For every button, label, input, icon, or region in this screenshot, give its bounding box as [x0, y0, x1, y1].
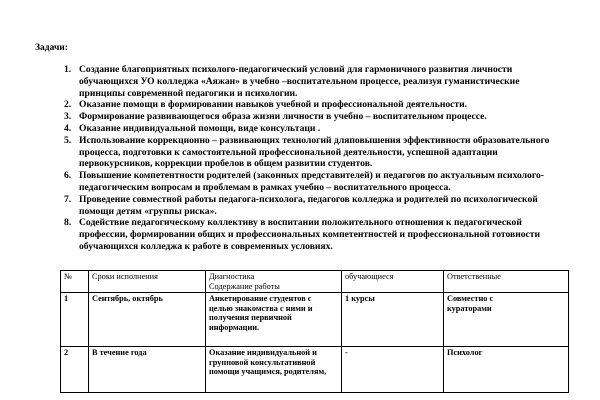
task-number: 8. [64, 217, 72, 229]
cell-text-line: 2 [64, 348, 69, 358]
task-text-line: процесса, подготовки к самостоятельной профессиональной деятельности, успешной адаптации [79, 146, 498, 158]
table-cell [89, 347, 206, 393]
task-text-line: обучающихся УО колледжа «Аяжан» в учебно –воспитательном процессе, реализуя гуманистические [79, 75, 520, 87]
header-diagnostics: Диагностика [209, 272, 255, 281]
table-cell [444, 293, 569, 347]
task-item [64, 194, 564, 218]
task-text-line: Формирование развивающегося образа жизни личности в учебно – воспитательном процессе. [79, 111, 487, 123]
task-text-line: Создание благоприятных психолого-педагогический условий для гармоничного развития личности [79, 64, 513, 75]
task-text-line: первокурсников, коррекции пробелов в общем развитии студентов. [79, 158, 373, 170]
task-text-line: педагогическим вопросам и проблемам в рамках учебно – воспитательного процесса. [79, 181, 451, 193]
task-item [64, 123, 564, 135]
task-number: 6. [64, 170, 72, 182]
table-cell [206, 293, 342, 347]
header-deadline: Сроки исполнения [92, 272, 158, 281]
task-text-line: профессии, формировании общих и профессиональных компетентностей и профессиональной готовности [79, 229, 541, 241]
task-number: 4. [64, 122, 72, 134]
cell-text-line: В течение года [92, 348, 147, 358]
table-cell [61, 347, 89, 393]
task-text-line: Содействие педагогическому коллективу в воспитании положительного отношения к педагогической [79, 217, 522, 229]
task-item [64, 111, 564, 123]
table-header-row [61, 271, 569, 293]
table-header-cell [342, 271, 444, 293]
task-item [64, 99, 564, 111]
header-responsible: Ответственные [447, 272, 501, 281]
work-plan-table [60, 270, 569, 393]
cell-text-line: кураторами [447, 303, 492, 313]
task-item [64, 64, 564, 99]
task-text-line: принципы современной педагогики и психологии. [79, 87, 298, 99]
task-number: 3. [64, 111, 72, 123]
table-header-cell [444, 271, 569, 293]
header-work-content: Содержание работы [209, 281, 280, 291]
table-row [61, 293, 569, 347]
document-heading: Задачи: [35, 43, 68, 53]
table-header-cell [89, 271, 206, 293]
cell-text-line: Анкетирование студентов с [209, 294, 312, 304]
task-text-line: Проведение совместной работы педагога-психолога, педагогов колледжа и родителей по психологической [79, 193, 538, 205]
task-item [64, 135, 564, 170]
cell-text-line: помощи учащимся, родителям, [209, 367, 327, 377]
cell-text-line: информации. [209, 322, 260, 332]
table-cell [444, 347, 569, 393]
task-number: 5. [64, 134, 72, 146]
table-row [61, 347, 569, 393]
cell-text-line: целью знакомства с ними и [209, 303, 313, 313]
cell-text-line: Психолог [447, 348, 483, 358]
cell-text-line: 1 курсы [345, 294, 375, 304]
header-number: № [64, 272, 72, 281]
table-cell [342, 293, 444, 347]
cell-text-line: групповой консультативной [209, 357, 316, 367]
cell-text-line: Сентябрь, октябрь [92, 294, 163, 304]
header-students: обучающиеся [345, 272, 394, 281]
cell-text-line: Оказание индивидуальной и [209, 348, 317, 358]
task-item [64, 217, 564, 252]
table-header-cell [206, 271, 342, 293]
table-cell [342, 347, 444, 393]
task-text-line: Оказание помощи в формировании навыков учебной и профессиональной деятельности. [79, 99, 468, 111]
task-text-line: Оказание индивидуальной помощи, виде консультаци . [79, 122, 321, 134]
cell-text-line: получения первичной [209, 313, 292, 323]
task-number: 2. [64, 99, 72, 111]
table-cell [206, 347, 342, 393]
cell-text-line: Совместно с [447, 294, 494, 304]
task-number: 1. [64, 64, 72, 75]
task-text-line: Повышение компетентности родителей (законных представителей) и педагогов по актуальным психолого- [79, 170, 544, 182]
task-text-line: Использование коррекционно – развивающих технологий дляповышения эффективности образовательного [79, 134, 550, 146]
task-item [64, 170, 564, 194]
cell-text-line: - [345, 348, 348, 358]
table-header-cell [61, 271, 89, 293]
task-text-line: обучающихся колледжа к работе в современных условиях. [79, 240, 333, 252]
task-list [64, 64, 564, 253]
table-cell [89, 293, 206, 347]
task-text-line: помощи детям «группы риска». [79, 205, 217, 217]
task-number: 7. [64, 193, 72, 205]
table-cell [61, 293, 89, 347]
cell-text-line: 1 [64, 294, 69, 304]
